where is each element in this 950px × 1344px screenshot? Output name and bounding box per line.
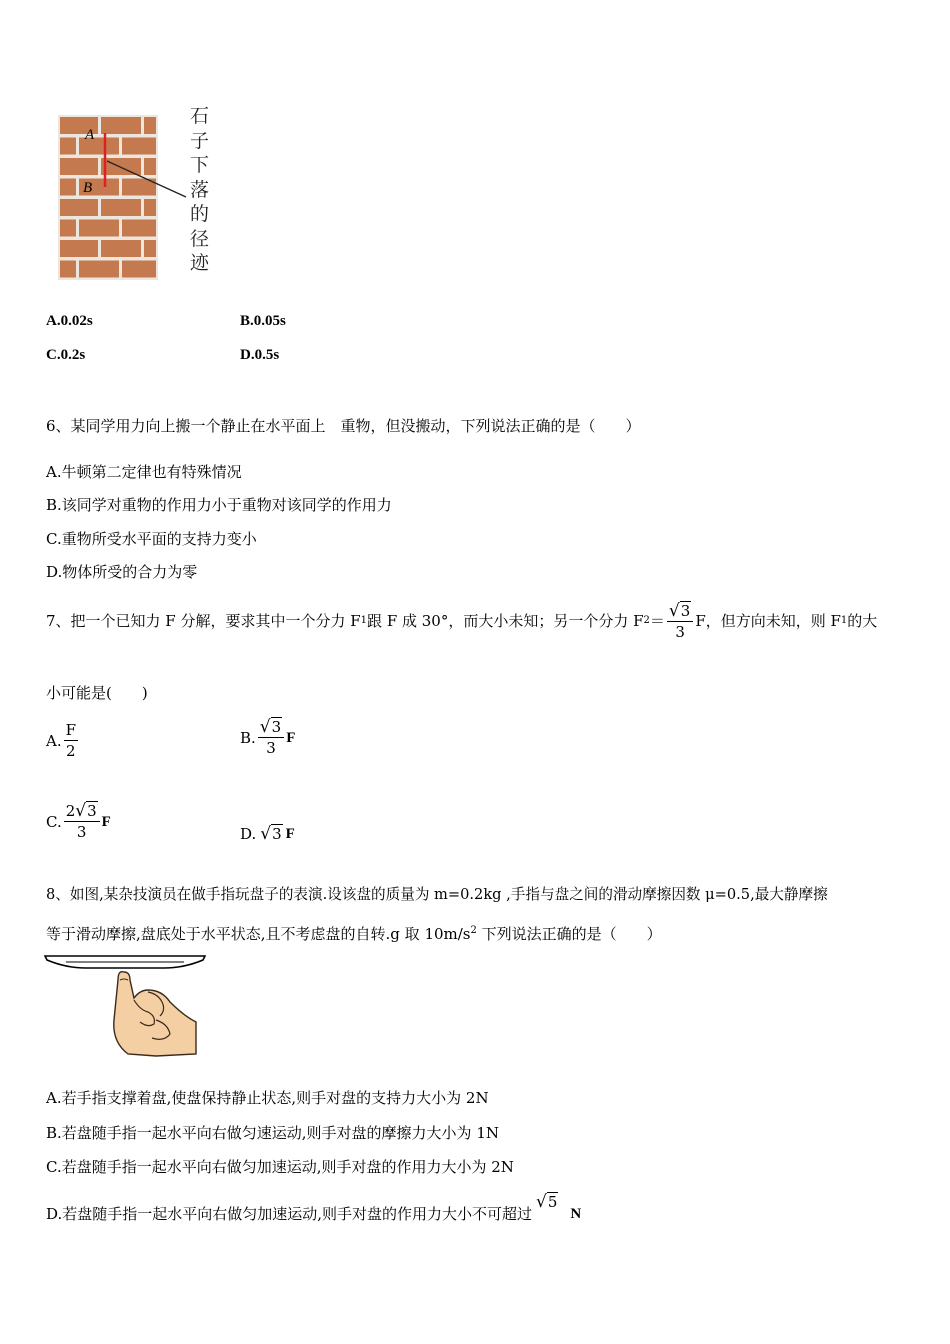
- q7-option-a-prefix: A.: [46, 731, 62, 750]
- brick: [79, 261, 119, 278]
- brick: [144, 158, 156, 175]
- q7-option-c-num: 3: [87, 802, 97, 820]
- q7-option-a-den: 2: [66, 742, 76, 760]
- brick: [60, 220, 76, 237]
- brick: [101, 117, 141, 134]
- q7-stem-part2: 跟 F 成 30°，而大小未知；另一个分力 F: [367, 612, 644, 630]
- q7-stem: [46, 596, 877, 646]
- q7-option-b: [240, 717, 295, 758]
- q7-option-c-coef: 2: [65, 802, 76, 820]
- q7-equals: ＝: [649, 612, 665, 630]
- q8-stem-line2: [46, 921, 662, 944]
- brick: [101, 199, 141, 216]
- q7-stem-part3: F，但方向未知，则 F: [695, 612, 841, 630]
- q7-option-a: [46, 720, 80, 761]
- q8-option-d-rad: 5: [547, 1193, 558, 1211]
- q7-option-b-unit: F: [286, 729, 296, 746]
- brick: [144, 240, 156, 257]
- plate-hand-figure: [44, 950, 206, 1066]
- q5-option-d: D.0.5s: [240, 347, 280, 363]
- q8-option-d-unit: N: [570, 1206, 582, 1222]
- q6-option-a: A.牛顿第二定律也有特殊情况: [46, 463, 242, 481]
- caption-char: 下: [190, 154, 210, 176]
- q8-stem-line2-a: 等于滑动摩擦,盘底处于水平状态,且不考虑盘的自转.g 取 10m/s: [46, 925, 471, 943]
- brick: [60, 261, 76, 278]
- brick: [101, 240, 141, 257]
- q7-stem-frac-num: 3: [680, 601, 691, 620]
- q7-option-c-unit: F: [101, 813, 111, 830]
- q8-stem-line2-b: 下列说法正确的是（ ）: [476, 925, 662, 943]
- q7-stem-part1: 7、把一个已知力 F 分解，要求其中一个分力 F: [46, 612, 361, 630]
- q7-sub2: 2: [643, 615, 650, 626]
- q8-option-d-text: D.若盘随手指一起水平向右做匀加速运动,则手对盘的作用力大小不可超过: [46, 1205, 533, 1223]
- brick: [122, 138, 156, 155]
- brick-wall-svg: [58, 115, 188, 280]
- caption-char: 的: [190, 203, 210, 225]
- q7-option-a-num: F: [65, 721, 77, 739]
- caption-char: 石: [190, 105, 210, 127]
- q5-option-a: A.0.02s: [46, 313, 93, 329]
- brick-wall-figure: [58, 115, 188, 284]
- q7-option-d-prefix: D.: [240, 825, 257, 843]
- q8-stem-line1: 8、如图,某杂技演员在做手指玩盘子的表演.设该盘的质量为 m=0.2kg ,手指与盘之间的滑动摩擦因数 μ=0.5,最大静摩擦: [46, 886, 828, 903]
- figure-caption: [190, 104, 214, 276]
- q7-option-b-den: 3: [266, 739, 276, 757]
- q7-option-c-prefix: C.: [46, 812, 62, 831]
- q7-stem-part4: 的大: [847, 612, 878, 630]
- brick: [60, 138, 76, 155]
- q5-option-b: B.0.05s: [240, 313, 286, 329]
- q8-option-b: B.若盘随手指一起水平向右做匀速运动,则手对盘的摩擦力大小为 1N: [46, 1124, 499, 1142]
- q7-option-d-unit: F: [285, 826, 295, 842]
- point-b-label: B: [83, 180, 93, 196]
- brick: [101, 158, 141, 175]
- brick: [144, 199, 156, 216]
- brick: [144, 117, 156, 134]
- q7-option-b-fraction: $\frac{√3}{3}$: [258, 717, 284, 758]
- caption-char: 径: [190, 227, 210, 250]
- q6-stem: 6、某同学用力向上搬一个静止在水平面上 重物，但没搬动，下列说法正确的是（ ）: [46, 417, 641, 435]
- q8-option-d: D.若盘随手指一起水平向右做匀加速运动,则手对盘的作用力大小不可超过 √5 N: [46, 1192, 582, 1223]
- q7-option-c-den: 3: [76, 823, 87, 841]
- q7-option-b-num: 3: [271, 718, 282, 736]
- q6-option-d: D.物体所受的合力为零: [46, 563, 198, 581]
- q7-stem-fraction: $\frac{√3}{3}$: [667, 601, 693, 642]
- hand-shape: [114, 972, 196, 1056]
- brick: [60, 240, 98, 257]
- brick: [60, 158, 98, 175]
- brick: [79, 220, 119, 237]
- q7-option-c-fraction: $\frac{2√3}{3}$: [64, 801, 100, 842]
- caption-char: 迹: [190, 252, 210, 274]
- q7-option-d-rad: 3: [272, 825, 282, 843]
- brick: [60, 179, 76, 196]
- q6-option-b: B.该同学对重物的作用力小于重物对该同学的作用力: [46, 496, 392, 514]
- q7-option-b-prefix: B.: [240, 728, 256, 747]
- plate-hand-svg: [44, 950, 206, 1062]
- point-a-label: A: [85, 127, 95, 143]
- brick: [122, 261, 156, 278]
- q8-stem-sup: 2: [470, 925, 477, 936]
- q7-stem-frac-den: 3: [675, 622, 685, 641]
- q7-sub1: 1: [360, 615, 368, 626]
- q6-option-c: C.重物所受水平面的支持力变小: [46, 530, 257, 548]
- q8-option-a: A.若手指支撑着盘,使盘保持静止状态,则手对盘的支持力大小为 2N: [46, 1089, 489, 1107]
- caption-char: 子: [190, 129, 210, 152]
- q8-option-c: C.若盘随手指一起水平向右做匀加速运动,则手对盘的作用力大小为 2N: [46, 1158, 514, 1176]
- q7-option-c: [46, 801, 111, 842]
- q7-option-d: D. √3 F: [240, 824, 295, 844]
- q7-sub3: 1: [840, 615, 848, 626]
- caption-char: 落: [190, 178, 210, 201]
- q7-stem-line2: 小可能是( ): [46, 684, 148, 702]
- brick: [60, 199, 98, 216]
- q7-option-a-fraction: [64, 720, 78, 761]
- brick: [122, 220, 156, 237]
- q5-option-c: C.0.2s: [46, 347, 86, 363]
